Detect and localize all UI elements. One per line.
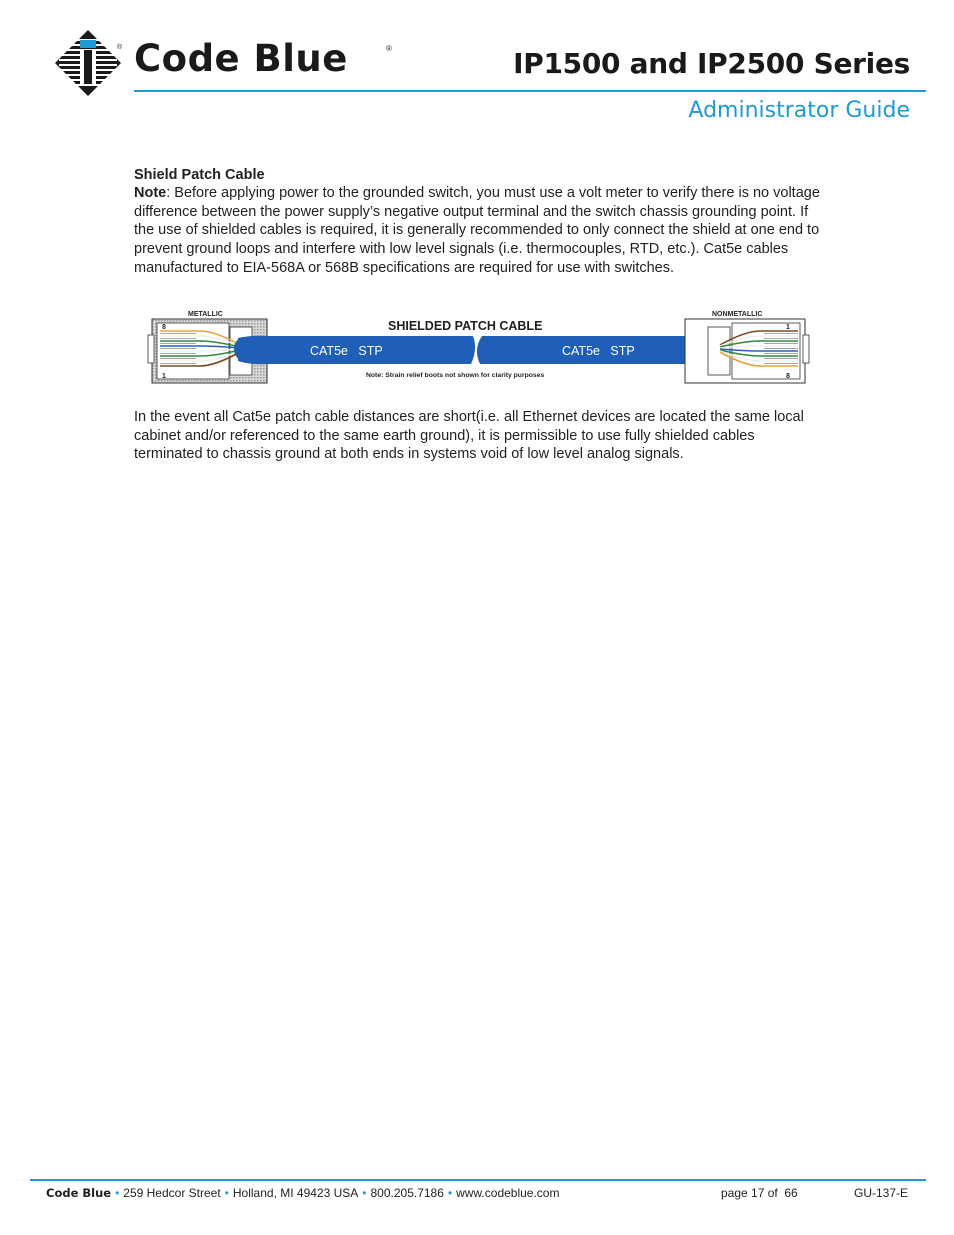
document-subtitle: Administrator Guide [688,98,910,123]
page-number: page 17 of 66 [721,1186,798,1200]
footer-address: 259 Hedcor Street [123,1186,221,1200]
header-divider [134,90,926,92]
footer-brand: Code Blue [46,1186,112,1200]
footer-phone: 800.205.7186 [370,1186,444,1200]
note-paragraph [134,184,824,278]
document-title: IP1500 and IP2500 Series [513,47,910,80]
document-code: GU-137-E [854,1186,909,1200]
footer-website[interactable]: www.codeblue.com [456,1186,560,1200]
footer-separator: • [115,1186,120,1200]
footer-separator: • [447,1186,453,1200]
metallic-label: METALLIC [188,311,223,318]
footer-city: Holland, MI 49423 USA [232,1186,359,1200]
footer-separator: • [362,1186,367,1200]
note-label: Note [134,185,167,201]
cable-label-right: CAT5e STP [562,344,635,358]
brand-name: Code Blue [134,37,348,80]
section-heading: Shield Patch Cable [134,167,265,183]
pin-8-right: 8 [786,373,790,380]
brand-registered-mark: ® [386,44,392,53]
footer-contact [46,1186,559,1200]
body-paragraph: In the event all Cat5e patch cable distances are short(i.e. all Ethernet devices are located the same local cabinet and/or referenced to the same earth ground), it is permissible to use fully shielded cables terminated to chassis ground at both ends in systems void of low level analog signals. [134,409,804,463]
note-text: : Before applying power to the grounded switch, you must use a volt meter to verify there is no voltage difference between the power supply’s negative output terminal and the switch chassis grounding point. If the use of shielded cables is required, it is generally recommended to only connect the shield at one end to prevent ground loops and interfere with low level signals (i.e. thermocouples, RTD, etc.). Cat5e cables manufactured to EIA-568A or 568B specifications are required for use with switches. [134,185,820,276]
nonmetallic-label: NONMETALLIC [712,311,763,318]
pin-1-left: 1 [162,373,166,380]
pin-8-left: 8 [162,324,166,331]
nonmetallic-connector [685,319,809,383]
pin-1-right: 1 [786,324,790,331]
diagram-caption: Note: Strain relief boots not shown for clarity purposes [366,372,545,379]
cable-label-left: CAT5e STP [310,344,383,358]
footer-separator: • [224,1186,229,1200]
footer-divider [30,1179,926,1181]
logo-registered-mark: ® [117,44,123,51]
cable-title: SHIELDED PATCH CABLE [388,319,543,333]
code-blue-logo-icon [55,30,121,96]
shielded-patch-cable-diagram [140,305,820,387]
